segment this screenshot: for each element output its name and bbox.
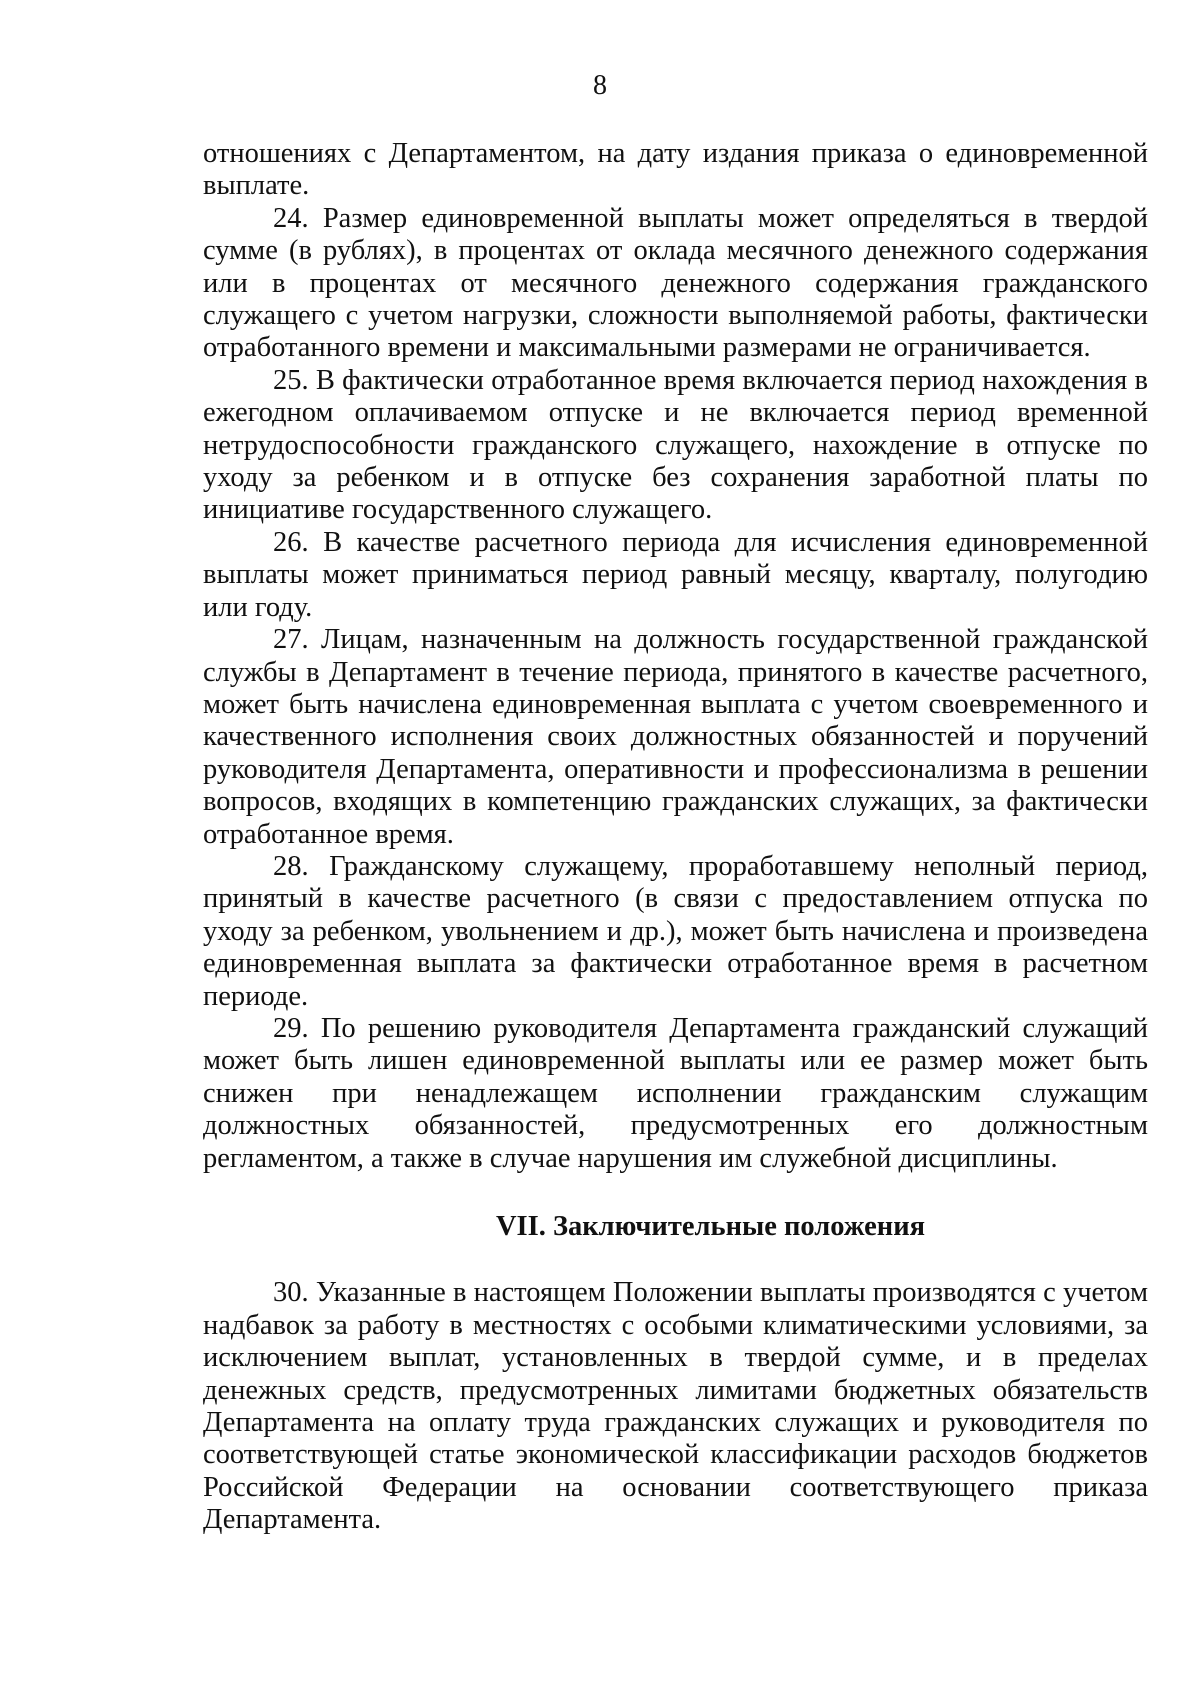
section-heading: VII. Заключительные положения: [495, 1211, 926, 1242]
paragraph-30: 30. Указанные в настоящем Положении выплаты производятся с учетом надбавок за работу в местностях с особыми климатическими условиями, за исключением выплат, установленных в твердой сумме, и в пределах денежных средств, предусмотренных лимитами бюджетных обязательств Департамента на оплату труда гражданских служащих и руководителя по соответствующей статье экономической классификации расходов бюджетов Российской Федерации на основании соответствующего приказа Департамента.: [203, 1277, 1148, 1536]
paragraph-26: 26. В качестве расчетного периода для исчисления единовременной выплаты может приниматься период равный месяцу, кварталу, полугодию или году.: [203, 526, 1148, 623]
paragraph-29: 29. По решению руководителя Департамента гражданский служащий может быть лишен единовременной выплаты или ее размер может быть снижен при ненадлежащем исполнении гражданским служащим должностных обязанностей, предусмотренных его должностным регламентом, а также в случае нарушения им служебной дисциплины.: [203, 1012, 1148, 1174]
paragraph-24: 24. Размер единовременной выплаты может определяться в твердой сумме (в рублях), в процентах от оклада месячного денежного содержания или в процентах от месячного денежного содержания гражданского служащего с учетом нагрузки, сложности выполняемой работы, фактически отработанного времени и максимальными размерами не ограничивается.: [203, 202, 1148, 364]
paragraph-28: 28. Гражданскому служащему, проработавшему неполный период, принятый в качестве расчетного (в связи с предоставлением отпуска по уходу за ребенком, увольнением и др.), может быть начислена и произведена единовременная выплата за фактически отработанное время в расчетном периоде.: [203, 850, 1148, 1012]
document-body: [203, 138, 1148, 1537]
page-number: 8: [593, 70, 607, 101]
paragraph-25: 25. В фактически отработанное время включается период нахождения в ежегодном оплачиваемом отпуске и не включается период временной нетрудоспособности гражданского служащего, нахождение в отпуске по уходу за ребенком и в отпуске без сохранения заработной платы по инициативе государственного служащего.: [203, 364, 1148, 526]
paragraph-27: 27. Лицам, назначенным на должность государственной гражданской службы в Департамент в течение периода, принятого в качестве расчетного, может быть начислена единовременная выплата с учетом своевременного и качественного исполнения своих должностных обязанностей и поручений руководителя Департамента, оперативности и профессионализма в решении вопросов, входящих в компетенцию гражданских служащих, за фактически отработанное время.: [203, 624, 1148, 850]
paragraph-23-continuation: отношениях с Департаментом, на дату издания приказа о единовременной выплате.: [203, 138, 1148, 202]
